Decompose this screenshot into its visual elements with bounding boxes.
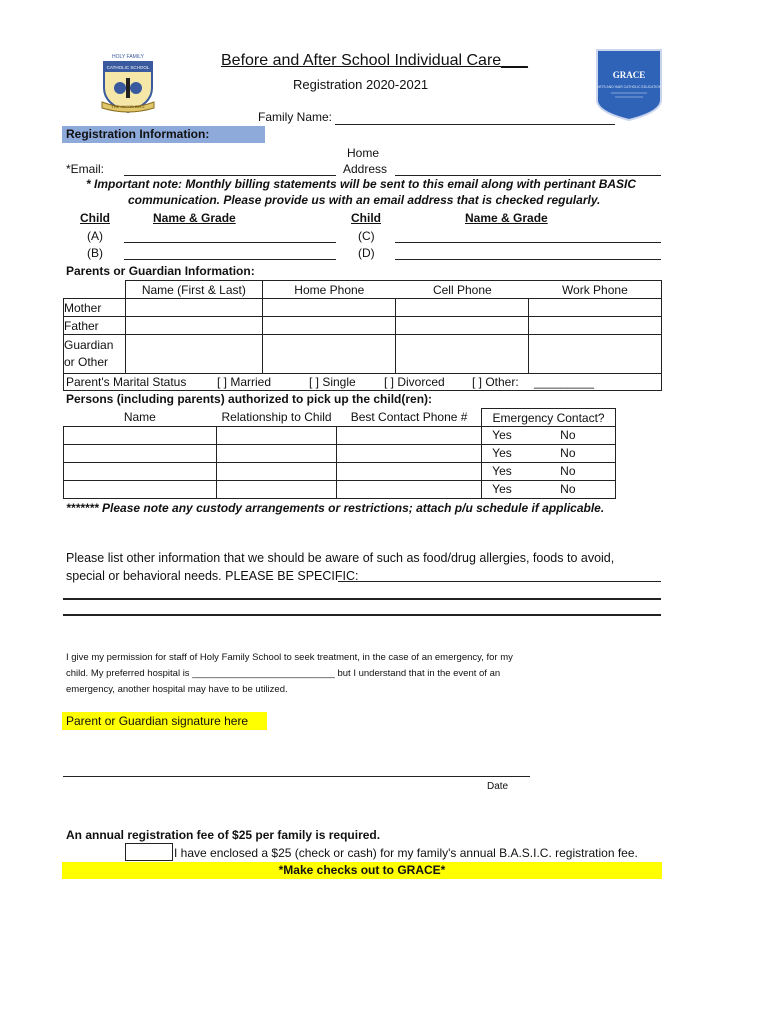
child-a-field[interactable]	[124, 242, 336, 243]
child-b-field[interactable]	[124, 259, 336, 260]
pickup-col-phone-header: Best Contact Phone #	[350, 410, 468, 425]
parents-header-blank	[64, 281, 126, 299]
email-label: *Email:	[66, 162, 105, 176]
school-logo-mid-text: CATHOLIC SCHOOL	[106, 65, 150, 70]
pickup-col-emergency-header: Emergency Contact?	[482, 409, 616, 427]
school-logo-banner-text: THE JACOB BELL	[111, 104, 145, 109]
name-grade-header-left: Name & Grade	[153, 211, 236, 225]
father-cell-phone-cell[interactable]	[396, 317, 529, 335]
father-home-phone-cell[interactable]	[262, 317, 396, 335]
pickup-phone-cell-1[interactable]	[337, 427, 482, 445]
parents-table	[63, 280, 662, 391]
emergency-yes-1[interactable]: Yes	[492, 428, 512, 442]
school-crest-logo	[98, 50, 158, 114]
child-d-label: (D)	[358, 246, 375, 260]
pickup-emergency-cell-4	[482, 481, 616, 499]
date-label: Date	[487, 781, 509, 792]
parent-row-guardian	[64, 335, 662, 374]
pickup-name-cell-4[interactable]	[64, 481, 217, 499]
pickup-row-3	[64, 463, 616, 481]
emergency-no-1[interactable]: No	[560, 428, 576, 442]
family-name-label: Family Name:	[258, 110, 333, 124]
pickup-table	[63, 408, 616, 499]
child-header-left: Child	[80, 211, 110, 225]
address-label: Address	[343, 162, 388, 176]
grace-logo-subtext: ARTS AND HAIR CATHOLIC EDUCATION	[596, 85, 662, 89]
signature-field[interactable]	[63, 776, 530, 777]
other-info-line1: Please list other information that we should be aware of such as food/drug allergies, foods to avoid,	[66, 551, 615, 565]
name-grade-header-right: Name & Grade	[465, 211, 548, 225]
grace-logo	[595, 48, 663, 122]
permission-line2: child. My preferred hospital is ___________________________ but I understand that in the event of an	[66, 668, 501, 679]
married-checkbox[interactable]: [ ] Married	[217, 375, 272, 389]
pickup-name-cell-2[interactable]	[64, 445, 217, 463]
child-d-field[interactable]	[395, 259, 661, 260]
pickup-emergency-cell-2	[482, 445, 616, 463]
row-label-guardian-line1: Guardian	[64, 338, 114, 352]
other-checkbox[interactable]: [ ] Other:	[472, 375, 519, 389]
parents-header-row	[64, 281, 662, 299]
emergency-yes-2[interactable]: Yes	[492, 446, 512, 460]
pickup-header-row	[64, 409, 616, 427]
other-info-field-1[interactable]	[338, 581, 661, 582]
school-logo-top-text: HOLY FAMILY	[112, 54, 144, 60]
pickup-emergency-cell-1	[482, 427, 616, 445]
father-name-cell[interactable]	[125, 317, 262, 335]
home-address-field[interactable]	[395, 175, 661, 176]
pickup-relationship-cell-1[interactable]	[216, 427, 337, 445]
emergency-no-2[interactable]: No	[560, 446, 576, 460]
row-label-guardian-line2: or Other	[64, 355, 109, 369]
grace-logo-text: GRACE	[612, 70, 646, 80]
marital-status-label: Parent's Marital Status	[66, 375, 187, 389]
fee-checkbox[interactable]	[125, 843, 173, 861]
checks-note: *Make checks out to GRACE*	[62, 862, 662, 879]
guardian-name-cell[interactable]	[125, 335, 262, 374]
pickup-row-1	[64, 427, 616, 445]
permission-line3: emergency, another hospital may have to be utilized.	[66, 684, 288, 695]
row-label-guardian	[64, 335, 126, 374]
row-label-father: Father	[64, 317, 126, 335]
pickup-col-relationship-header: Relationship to Child	[221, 410, 332, 425]
parent-row-mother	[64, 299, 662, 317]
pickup-name-cell-3[interactable]	[64, 463, 217, 481]
pickup-relationship-cell-3[interactable]	[216, 463, 337, 481]
col-work-phone-header: Work Phone	[529, 281, 662, 299]
mother-home-phone-cell[interactable]	[262, 299, 396, 317]
emergency-no-4[interactable]: No	[560, 482, 576, 496]
family-name-field[interactable]	[335, 124, 615, 125]
pickup-name-cell-1[interactable]	[64, 427, 217, 445]
registration-section-label: Registration Information:	[62, 126, 265, 143]
col-name-header: Name (First & Last)	[125, 281, 262, 299]
pickup-phone-cell-3[interactable]	[337, 463, 482, 481]
pickup-row-4	[64, 481, 616, 499]
other-info-field-3[interactable]	[63, 614, 661, 616]
other-info-field-2[interactable]	[63, 598, 661, 600]
single-checkbox[interactable]: [ ] Single	[309, 375, 356, 389]
marital-status-cell	[64, 374, 662, 391]
col-cell-phone-header: Cell Phone	[396, 281, 529, 299]
important-note-line2: communication. Please provide us with an email address that is checked regularly.	[128, 193, 601, 207]
form-title-text: Before and After School Individual Care	[221, 52, 502, 69]
mother-name-cell[interactable]	[125, 299, 262, 317]
pickup-row-2	[64, 445, 616, 463]
fee-enclosed-text: I have enclosed a $25 (check or cash) for my family's annual B.A.S.I.C. registration fee.	[174, 846, 638, 860]
guardian-work-phone-cell[interactable]	[529, 335, 662, 374]
email-field[interactable]	[124, 175, 336, 176]
child-c-label: (C)	[358, 229, 375, 243]
fee-heading: An annual registration fee of $25 per family is required.	[66, 828, 381, 842]
child-a-label: (A)	[87, 229, 103, 243]
mother-work-phone-cell[interactable]	[529, 299, 662, 317]
child-b-label: (B)	[87, 246, 103, 260]
guardian-home-phone-cell[interactable]	[262, 335, 396, 374]
signature-label: Parent or Guardian signature here	[62, 712, 267, 730]
pickup-phone-cell-2[interactable]	[337, 445, 482, 463]
child-c-field[interactable]	[395, 242, 661, 243]
important-note-line1: * Important note: Monthly billing statements will be sent to this email along with pertinant BASIC	[86, 177, 637, 191]
pickup-section-label: Persons (including parents) authorized to pick up the child(ren):	[66, 392, 433, 406]
child-header-right: Child	[351, 211, 381, 225]
emergency-yes-3[interactable]: Yes	[492, 464, 512, 478]
permission-line1: I give my permission for staff of Holy Family School to seek treatment, in the case of an emergency, for my	[66, 652, 513, 663]
parents-section-label: Parents or Guardian Information:	[66, 264, 255, 278]
guardian-cell-phone-cell[interactable]	[396, 335, 529, 374]
pickup-relationship-cell-2[interactable]	[216, 445, 337, 463]
other-blank-field[interactable]: _________	[534, 375, 595, 389]
form-subtitle: Registration 2020-2021	[293, 77, 429, 92]
other-info-line2: special or behavioral needs. PLEASE BE SPECIFIC:	[66, 569, 359, 583]
parent-row-father	[64, 317, 662, 335]
home-label: Home	[347, 146, 380, 160]
form-title	[221, 52, 528, 70]
mother-cell-phone-cell[interactable]	[396, 299, 529, 317]
col-home-phone-header: Home Phone	[262, 281, 396, 299]
emergency-no-3[interactable]: No	[560, 464, 576, 478]
divorced-checkbox[interactable]: [ ] Divorced	[384, 375, 445, 389]
marital-status-row	[64, 374, 662, 391]
pickup-phone-cell-4[interactable]	[337, 481, 482, 499]
pickup-col-name-header: Name	[123, 410, 156, 425]
row-label-mother: Mother	[64, 299, 126, 317]
custody-note: ******* Please note any custody arrangements or restrictions; attach p/u schedule if applicable.	[66, 501, 605, 515]
emergency-yes-4[interactable]: Yes	[492, 482, 512, 496]
form-title-suffix: ___	[501, 52, 528, 69]
father-work-phone-cell[interactable]	[529, 317, 662, 335]
pickup-relationship-cell-4[interactable]	[216, 481, 337, 499]
pickup-emergency-cell-3	[482, 463, 616, 481]
